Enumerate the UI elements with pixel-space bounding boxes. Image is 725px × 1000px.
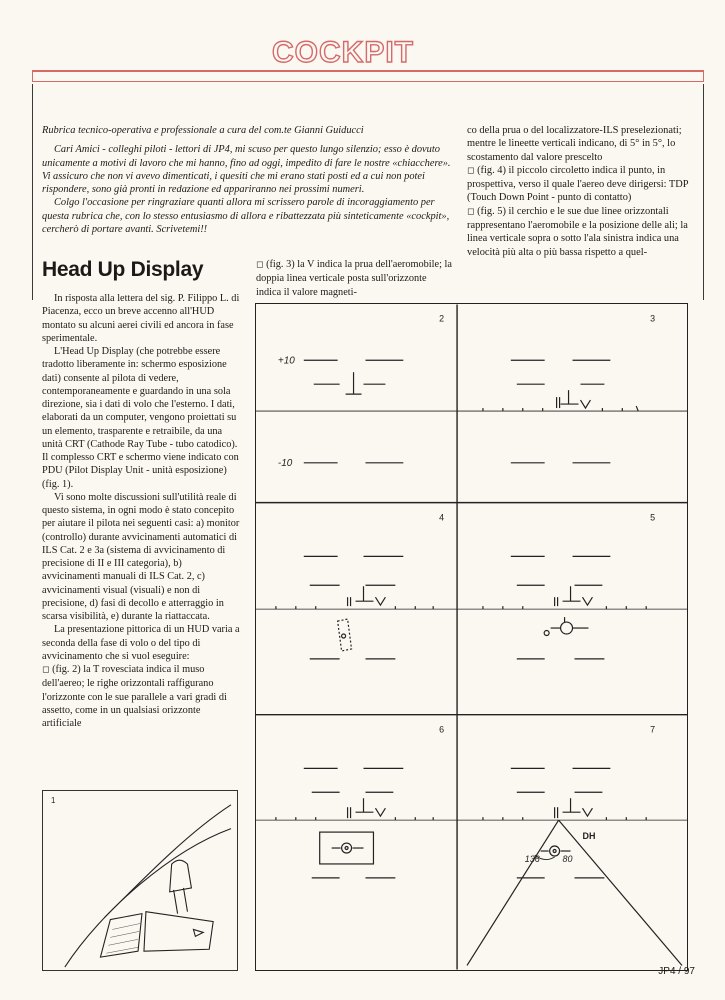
column-2-text (256, 258, 454, 299)
fig7-drawing (467, 768, 682, 965)
fig4-drawing (276, 556, 433, 659)
section-title: COCKPIT (272, 36, 414, 69)
fig6-number: 6 (439, 724, 445, 735)
intro-block (42, 124, 454, 236)
fig7-number: 7 (650, 724, 656, 735)
fig2-number: 2 (439, 313, 445, 324)
column-3-continuation: co della prua o del localizzatore-ILS preselezionati; mentre le lineette verticali indicano, di 5° in 5°, lo scostamento dal valore prescelto (467, 125, 682, 163)
fig2-paragraph: ◻ (fig. 2) la T rovesciata indica il muso dell'aereo; le righe orizzontali raffigurano l'orizzonte con le sue parallele a vari gradi di assetto, come in un qualsiasi orizzonte artificiale (42, 664, 227, 729)
page-folio: JP4 / 97 (658, 966, 695, 977)
fig3-drawing (483, 360, 638, 463)
fig5-number: 5 (650, 512, 656, 523)
fig7-speed: 136 (524, 853, 540, 864)
column-3-text (467, 124, 692, 259)
fig5-drawing (483, 556, 646, 659)
bullet-mark: ◻ (256, 260, 264, 270)
fig2-drawing (304, 360, 404, 463)
hud-figures-panel (255, 303, 688, 971)
right-rule (703, 84, 704, 300)
fig4-number: 4 (439, 512, 445, 523)
intro-paragraph-1: Cari Amici - colleghi piloti - lettori di JP4, mi scuso per questo lungo silenzio; esso è dovuto unicamente a motivi di lavoro che mi hanno, fino ad oggi, impedito di fare le nostre «chiacchere». Vi assicuro che non vi avevo dimenticati, i quesiti che mi erano stati posti ed a cui non potei rispondere, sono già pronti in redazione ed appariranno nei prossimi numeri. (42, 144, 451, 196)
fig1-cockpit-drawing (42, 790, 238, 971)
rubric-line: Rubrica tecnico-operativa e professionale a cura del com.te Gianni Guiducci (42, 125, 364, 136)
fig6-drawing (276, 768, 433, 877)
article-paragraph: La presentazione pittorica di un HUD varia a seconda della fase di volo o del tipo di avvicinamento che si vuol eseguire: (42, 624, 240, 662)
fig3-number: 3 (650, 313, 656, 324)
fig3-paragraph: ◻ (fig. 3) la V indica la prua dell'aeromobile; la doppia linea verticale posta sull'orizzonte indica il valore magneti- (256, 259, 452, 298)
fig7-value: 80 (562, 853, 573, 864)
article-paragraph: In risposta alla lettera del sig. P. Filippo L. di Piacenza, ecco un breve accenno all'HUD montato su alcuni aerei civili ed ancora in fase sperimentale. (42, 293, 240, 344)
bullet-mark: ◻ (467, 165, 475, 176)
fig1-number: 1 (50, 795, 56, 805)
pitch-up-label: +10 (277, 355, 295, 367)
fig5-paragraph: ◻ (fig. 5) il cerchio e le sue due linee orizzontali rappresentano l'aeromobile e la posizione delle ali; la linea verticale sopra o sotto l'ala sinistra indica una velocità più alta o più bassa rispetto a quel- (467, 205, 688, 258)
fig4-paragraph: ◻ (fig. 4) il piccolo circoletto indica il punto, in prospettiva, verso il quale l'aereo deve dirigersi: TDP (Touch Down Point - punto di contatto) (467, 164, 689, 204)
column-1-text (42, 292, 240, 730)
fig7-dh-label: DH (582, 831, 596, 842)
article-title: Head Up Display (42, 258, 204, 281)
intro-paragraph-2: Colgo l'occasione per ringraziare quanti allora mi scrissero parole di incoraggiamento per questa rubrica che, con lo stesso entusiasmo di allora e ribattezzata più sinteticamente «cockpit», cercherò di portare avanti. Scrivetemi!! (42, 197, 450, 236)
article-paragraph: Vi sono molte discussioni sull'utilità reale di questo sistema, in ogni modo è stato concepito per aiutare il pilota nei seguenti casi: a) monitor (controllo) durante avvicinamenti automatici di ILS Cat. 2 e 3a (sistema di avvicinamento di precisione di II e III categoria), b) avvicinamenti manuali di ILS Cat. 2, c) avvicinamenti visual (visuali) e non di precisione, d) fasi di decollo e atterraggio in scarsa visibilità, e) durante la riattaccata. (42, 491, 240, 622)
bullet-mark: ◻ (467, 206, 475, 217)
header-rule (32, 70, 704, 82)
bullet-mark: ◻ (42, 665, 50, 675)
article-paragraph: L'Head Up Display (che potrebbe essere tradotto liberamente in: schermo esposizione dati) consente al pilota di vedere, contemporaneamente e guardando in una sola direzione, sia i dati di volo che l'esterno. I dati, elaborati da un computer, vengono proiettati su un elemento, trasparente e retraibile, da una unità CRT (Cathode Ray Tube - tubo catodico). Il complesso CRT e schermo viene indicato con PDU (Pilot Display Unit - unità esposizione) (fig. 1). (42, 346, 239, 490)
pitch-down-label: -10 (277, 457, 293, 469)
left-rule (32, 84, 33, 300)
